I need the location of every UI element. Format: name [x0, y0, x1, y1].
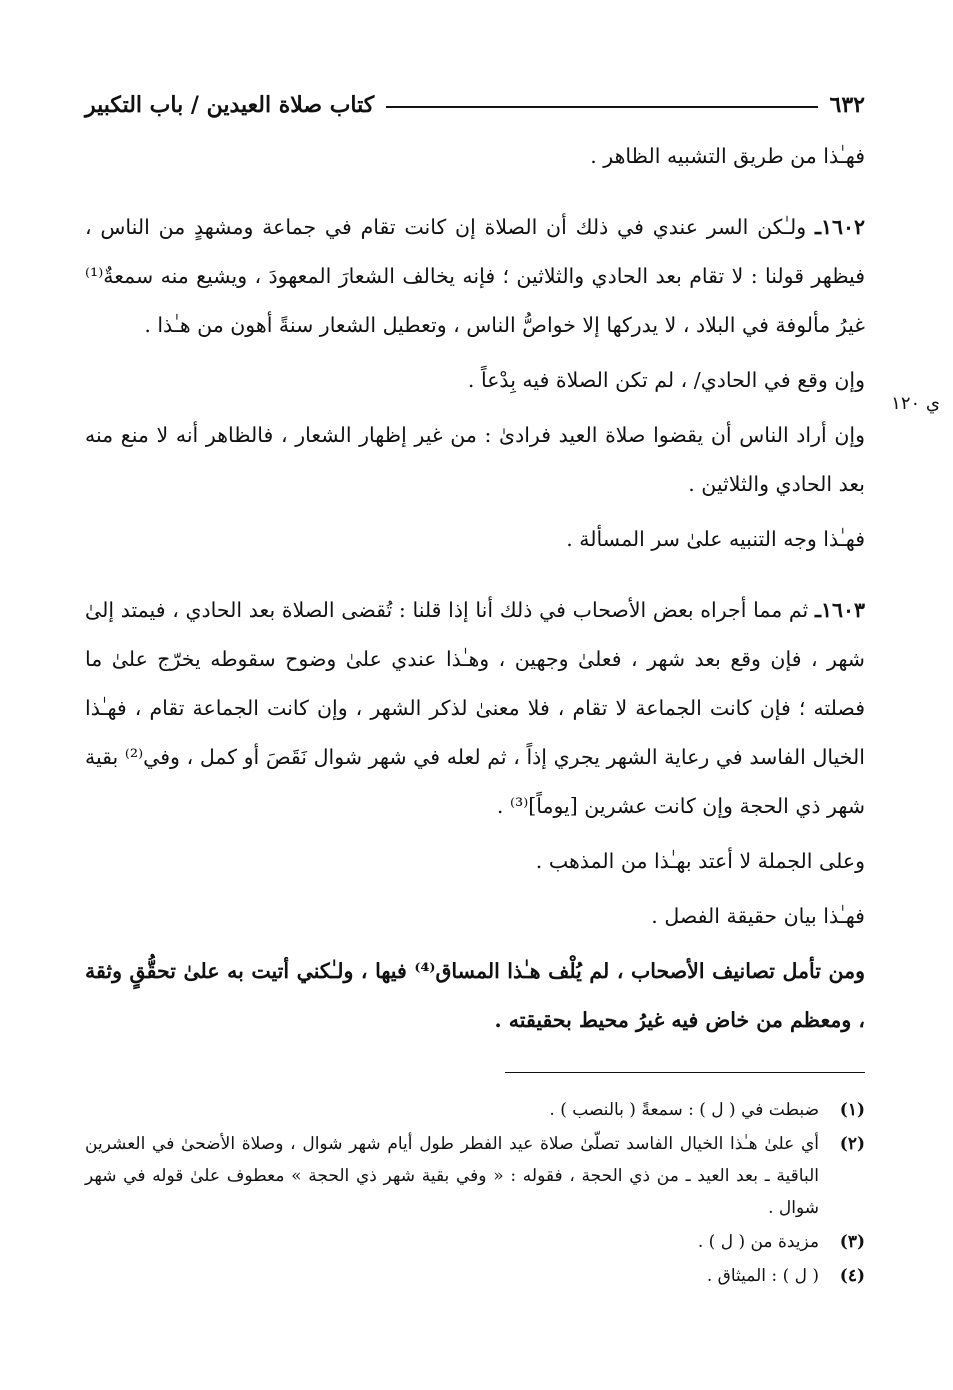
footnote-text: ضبطت في ( ل ) : سمعةً ( بالنصب ) . [549, 1100, 819, 1120]
footnotes [85, 1094, 865, 1294]
footnote-number: (١) [839, 1100, 865, 1120]
footnote-separator [505, 1072, 865, 1073]
paragraph-number: ١٦٠٣ـ [814, 598, 865, 622]
footnote-number: (٣) [839, 1232, 865, 1252]
paragraph-text: ومن تأمل تصانيف الأصحاب ، لم يُلْف هـٰذا المساق⁽⁴⁾ فيها ، ولـٰكني أتيت به علىٰ تحقُّقٍ وثقة ، ومعظم من خاض فيه غيرُ محيط بحقيقته . [85, 959, 865, 1032]
paragraph-text: فهـٰذا بيان حقيقة الفصل . [651, 904, 865, 928]
paragraph-text: وإن وقع في الحادي/ ، لم تكن الصلاة فيه بِدْعاً . [467, 368, 865, 392]
paragraph [85, 411, 865, 509]
header-rule [386, 106, 817, 108]
paragraph-text: فهـٰذا وجه التنبيه علىٰ سر المسألة . [566, 527, 865, 551]
footnote [85, 1226, 865, 1258]
paragraph [85, 586, 865, 831]
footnote-text: مزيدة من ( ل ) . [697, 1232, 819, 1252]
paragraph [85, 892, 865, 941]
paragraph-text: ثم مما أجراه بعض الأصحاب في ذلك أنا إذا قلنا : تُقضى الصلاة بعد الحادي ، فيمتد إلىٰ شهر ، فإن وقع بعد شهر ، فعلىٰ وجهين ، وهـٰذا عندي علىٰ وضوح سقوطه يخرّج علىٰ ما فصلته ؛ فإن كانت الجماعة لا تقام ، فلا معنىٰ لذكر الشهر ، وإن كانت الجماعة تقام ، فهـٰذا الخيال الفاسد في رعاية الشهر يجري إذاً ، ثم لعله في شهر شوال نَقَصَ أو كمل ، وفي⁽²⁾ بقية شهر ذي الحجة وإن كانت عشرين [يوماً]⁽³⁾ . [85, 598, 865, 818]
paragraph-text: وعلى الجملة لا أعتد بهـٰذا من المذهب . [535, 849, 865, 873]
page-number: ٦٣٢ [829, 92, 865, 118]
paragraph-text: ولـٰكن السر عندي في ذلك أن الصلاة إن كانت تقام في جماعة ومشهدٍ من الناس ، فيظهر قولنا : لا تقام بعد الحادي والثلاثين ؛ فإنه يخالف الشعارَ المعهودَ ، ويشيع منه سمعةٌ⁽¹⁾ غيرُ مألوفة في البلاد ، لا يدركها إلا خواصُّ الناس ، وتعطيل الشعار سنةً أهون من هـٰذا . [85, 215, 865, 337]
footnote [85, 1260, 865, 1292]
main-text [85, 132, 865, 1051]
footnote-number: (٢) [839, 1134, 865, 1154]
footnote-text: أي علىٰ هـٰذا الخيال الفاسد تصلّىٰ صلاة عيد الفطر طول أيام شهر شوال ، وصلاة الأضحىٰ في العشرين الباقية ـ بعد العيد ـ من ذي الحجة ، فقوله : « وفي بقية شهر ذي الحجة » معطوف علىٰ قوله في شهر شوال . [85, 1134, 819, 1218]
paragraph [85, 356, 865, 405]
paragraph-text: فهـٰذا من طريق التشبيه الظاهر . [590, 144, 865, 168]
paragraph-number: ١٦٠٢ـ [814, 215, 865, 239]
running-title: كتاب صلاة العيدين / باب التكبير [85, 92, 375, 118]
page-header [85, 78, 865, 118]
paragraph [85, 947, 865, 1045]
paragraph [85, 515, 865, 564]
paragraph [85, 837, 865, 886]
margin-reference: ي ١٢٠ [891, 393, 940, 414]
footnote-number: (٤) [839, 1266, 865, 1286]
paragraph [85, 132, 865, 181]
footnote [85, 1128, 865, 1224]
footnote-text: ( ل ) : الميثاق . [706, 1266, 819, 1286]
paragraph [85, 203, 865, 350]
footnote [85, 1094, 865, 1126]
paragraph-text: وإن أراد الناس أن يقضوا صلاة العيد فرادىٰ : من غير إظهار الشعار ، فالظاهر أنه لا منع منه بعد الحادي والثلاثين . [85, 423, 866, 496]
